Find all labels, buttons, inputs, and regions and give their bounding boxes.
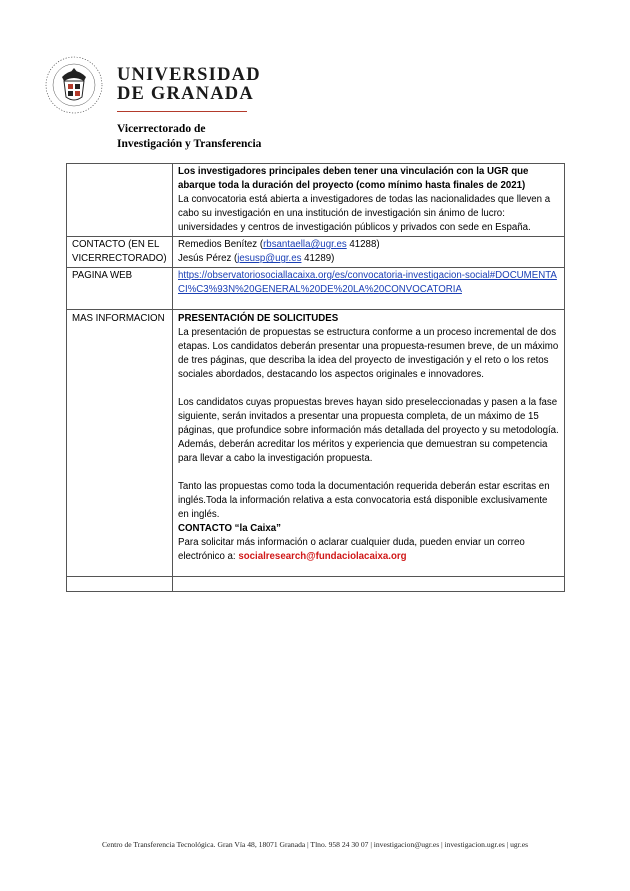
contact-content (173, 237, 565, 268)
web-url-link[interactable]: https://observatoriosociallacaixa.org/es/convocatoria-investigacion-social#DOCUMENTACI%C3%93N%20GENERAL%20DE%20LA%20CONVOCATORIA (178, 270, 557, 295)
contact-1-email-link[interactable]: rbsantaella@ugr.es (263, 239, 347, 250)
contact-label: CONTACTO (EN EL VICERRECTORADO) (67, 237, 173, 268)
university-name-line1: UNIVERSIDAD (117, 65, 261, 85)
table-row (67, 237, 565, 268)
contact-2-email-link[interactable]: jesusp@ugr.es (237, 253, 302, 264)
university-seal-logo (44, 55, 104, 115)
table-row (67, 268, 565, 310)
contact-heading: CONTACTO “la Caixa” (178, 523, 281, 534)
paragraph-1: La presentación de propuestas se estructura conforme a un proceso incremental de dos etapas. Los candidatos deberán presentar una propuesta-resumen breve, de un máximo de tres páginas, que describa la idea del proyecto de investigación y el reto o los retos sociales abordados, destacando los aspectos originales e innovadores. (178, 327, 559, 380)
more-info-content (173, 310, 565, 577)
empty-cell (173, 577, 565, 592)
more-info-label: MAS INFORMACION (67, 310, 173, 577)
university-name-line2: DE GRANADA (117, 84, 254, 104)
contact-1-ext: 41288) (346, 239, 380, 250)
web-content (173, 268, 565, 310)
vicerrectorado-title (117, 122, 261, 152)
row-label (67, 164, 173, 237)
contact-1-name: Remedios Benítez ( (178, 239, 264, 250)
vice-line2: Investigación y Transferencia (117, 138, 262, 150)
header-divider (117, 111, 247, 112)
table-row (67, 310, 565, 577)
eligibility-text: La convocatoria está abierta a investigadores de todas las nacionalidades que lleven a cabo su investigación en una institución de investigación sin ánimo de lucro: universidades y centros de investigación públicos y privados con sede en España. (178, 194, 551, 233)
contact-line-2 (178, 252, 559, 266)
contact-text: Para solicitar más información o aclarar cualquier duda, pueden enviar un correo electrónico a: (178, 537, 525, 562)
section-heading: PRESENTACIÓN DE SOLICITUDES (178, 313, 339, 324)
page-footer: Centro de Transferencia Tecnológica. Gran Vía 48, 18071 Granada | Tlno. 958 24 30 07 | investigacion@ugr.es | investigacion.ugr.es | ugr.es (101, 840, 529, 849)
paragraph-2: Los candidatos cuyas propuestas breves hayan sido preseleccionadas y pasen a la fase siguiente, serán invitados a presentar una propuesta completa, de un máximo de 15 páginas, que profundice sobre información más detallada del proyecto y su metodología. Además, deberán acreditar los méritos y experiencia que demuestran su competencia para llevar a cabo la investigación propuesta. (178, 397, 559, 464)
requirement-text: Los investigadores principales deben tener una vinculación con la UGR que abarque toda la duración del proyecto (como mínimo hasta finales de 2021) (178, 166, 529, 191)
vice-line1: Vicerrectorado de (117, 123, 206, 135)
table-row (67, 164, 565, 237)
contact-email[interactable]: socialresearch@fundaciolacaixa.org (238, 551, 407, 562)
table-row (67, 577, 565, 592)
row-content (173, 164, 565, 237)
info-table (66, 163, 565, 592)
web-label: PAGINA WEB (67, 268, 173, 310)
contact-2-ext: 41289) (301, 253, 335, 264)
contact-line-1 (178, 238, 559, 252)
paragraph-3: Tanto las propuestas como toda la documentación requerida deberán estar escritas en inglés.Toda la información relativa a esta convocatoria está disponible exclusivamente en inglés. (178, 481, 550, 520)
empty-cell (67, 577, 173, 592)
university-name (117, 66, 261, 104)
contact-2-name: Jesús Pérez ( (178, 253, 238, 264)
contact-paragraph (178, 536, 559, 564)
